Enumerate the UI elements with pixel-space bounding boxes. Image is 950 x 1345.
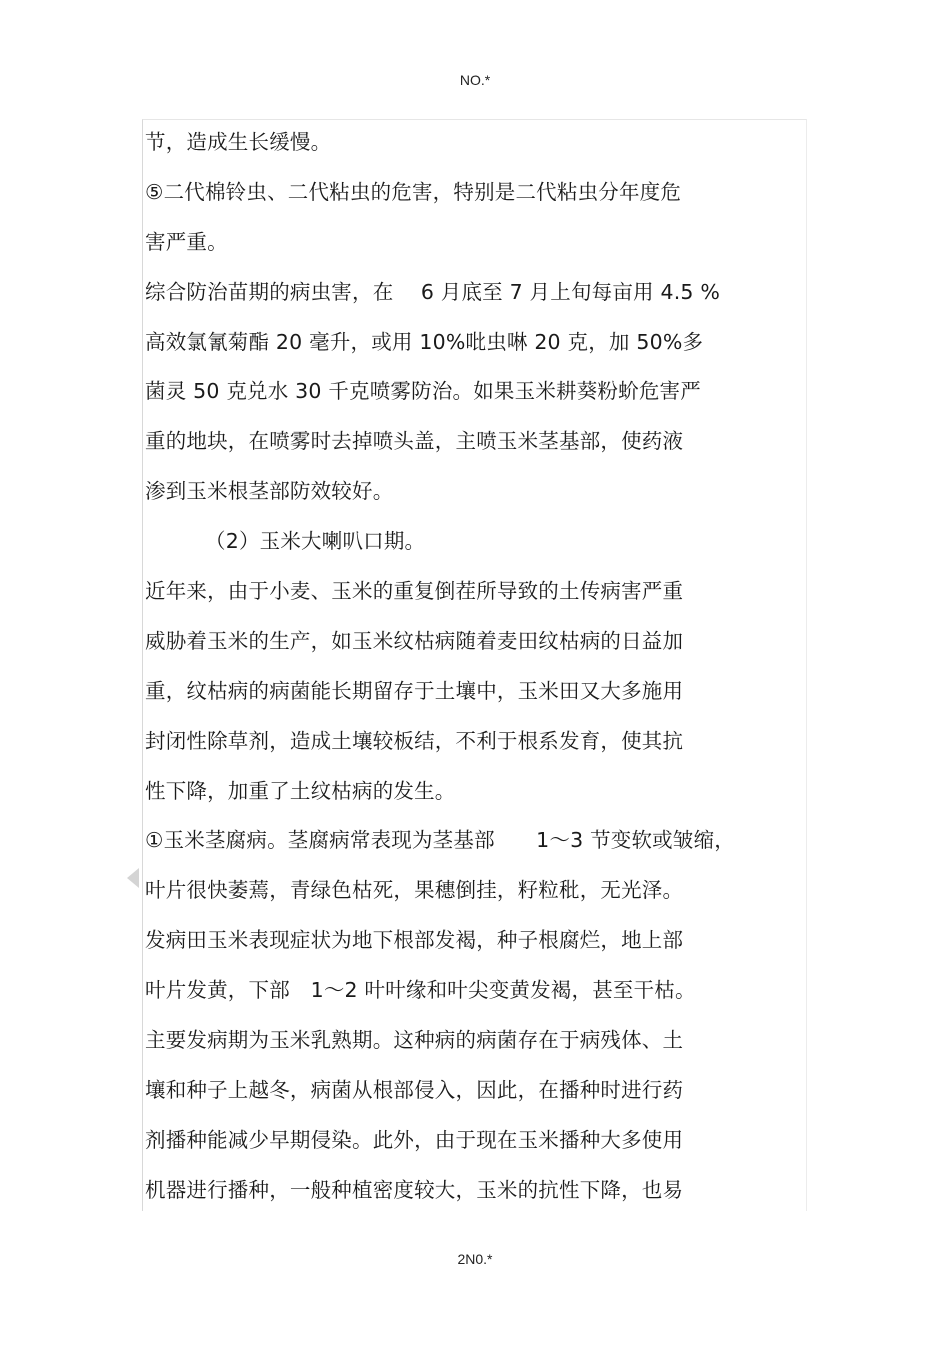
text-line: 叶片发黄，下部 1～2 叶叶缘和叶尖变黄发褐，甚至干枯。 bbox=[145, 978, 696, 1003]
text-line: 壤和种子上越冬，病菌从根部侵入，因此，在播种时进行药 bbox=[145, 1077, 684, 1102]
text-line: 机器进行播种，一般种植密度较大，玉米的抗性下降，也易 bbox=[145, 1177, 684, 1202]
text-line: 发病田玉米表现症状为地下根部发褐，种子根腐烂，地上部 bbox=[145, 928, 684, 953]
text-line: 菌灵 50 克兑水 30 千克喷雾防治。如果玉米耕葵粉蚧危害严 bbox=[145, 379, 701, 404]
text-line: 近年来，由于小麦、玉米的重复倒茬所导致的土传病害严重 bbox=[145, 579, 684, 604]
text-line: 性下降，加重了土纹枯病的发生。 bbox=[145, 778, 456, 803]
text-line: 重，纹枯病的病菌能长期留存于土壤中，玉米田又大多施用 bbox=[145, 678, 684, 703]
margin-arrow-mark bbox=[127, 868, 139, 888]
section-heading: （2）玉米大喇叭口期。 bbox=[205, 529, 426, 554]
text-line: 高效氯氰菊酯 20 毫升，或用 10%吡虫啉 20 克，加 50%多 bbox=[145, 329, 704, 354]
text-line: 重的地块，在喷雾时去掉喷头盖，主喷玉米茎基部，使药液 bbox=[145, 429, 684, 454]
text-line: 威胁着玉米的生产，如玉米纹枯病随着麦田纹枯病的日益加 bbox=[145, 628, 684, 653]
text-line: ⑤二代棉铃虫、二代粘虫的危害，特别是二代粘虫分年度危 bbox=[145, 179, 682, 204]
text-line: 剂播种能减少早期侵染。此外，由于现在玉米播种大多使用 bbox=[145, 1127, 684, 1152]
text-line: 封闭性除草剂，造成土壤较板结，不利于根系发育，使其抗 bbox=[145, 728, 684, 753]
text-line: 主要发病期为玉米乳熟期。这种病的病菌存在于病残体、土 bbox=[145, 1028, 684, 1053]
document-body bbox=[145, 122, 805, 1220]
text-line: ①玉米茎腐病。茎腐病常表现为茎基部 1～3 节变软或皱缩， bbox=[145, 828, 735, 853]
text-line: 节，造成生长缓慢。 bbox=[145, 130, 332, 154]
text-line: 综合防治苗期的病虫害，在 6 月底至 7 月上旬每亩用 4.5 % bbox=[145, 279, 721, 304]
text-line: 渗到玉米根茎部防效较好。 bbox=[145, 479, 394, 504]
page-footer: 2N0.* bbox=[457, 1251, 493, 1267]
page-header: NO.* bbox=[459, 72, 491, 88]
text-line: 叶片很快萎蔫，青绿色枯死，果穗倒挂，籽粒秕，无光泽。 bbox=[145, 878, 684, 903]
text-line: 害严重。 bbox=[145, 229, 228, 254]
